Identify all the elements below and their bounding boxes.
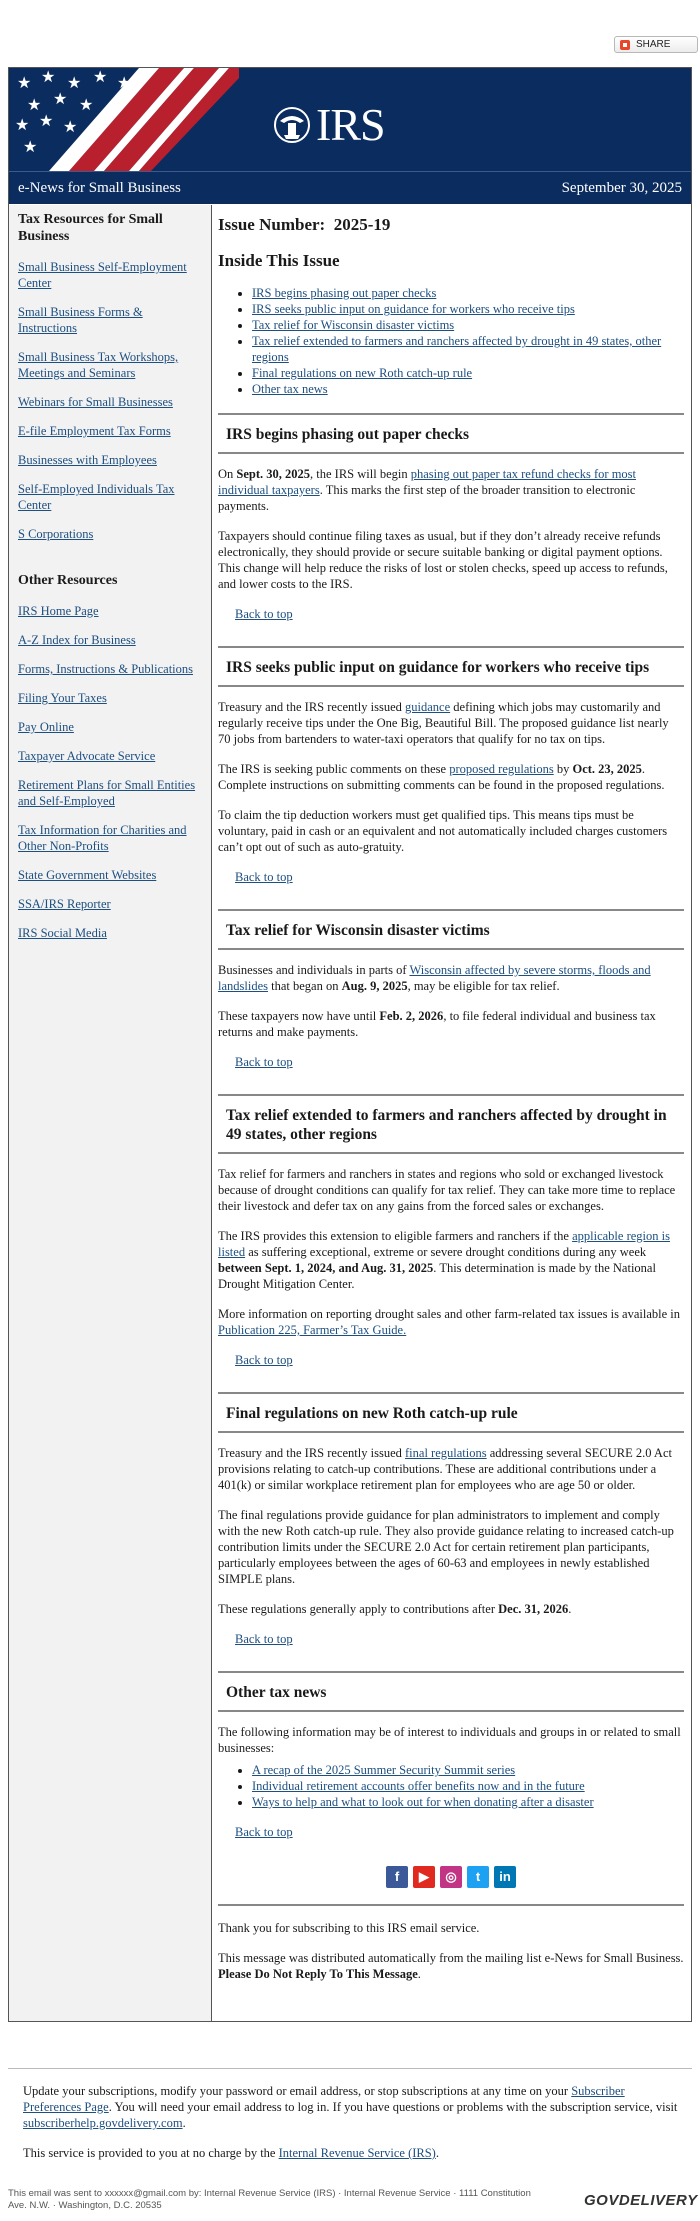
section-tips-guidance bbox=[218, 646, 684, 897]
header-banner bbox=[9, 68, 691, 171]
section-title: Tax relief for Wisconsin disaster victims bbox=[218, 921, 684, 950]
sidebar-link[interactable]: Self-Employed Individuals Tax Center bbox=[18, 482, 175, 512]
sidebar-heading-tax-resources: Tax Resources for Small Business bbox=[18, 212, 163, 244]
sidebar-link[interactable]: Small Business Self-Employment Center bbox=[18, 260, 187, 290]
toc-link[interactable]: Tax relief for Wisconsin disaster victims bbox=[252, 318, 455, 332]
paragraph: These regulations generally apply to contributions after Dec. 31, 2026. bbox=[218, 1602, 572, 1616]
section-title: IRS seeks public input on guidance for workers who receive tips bbox=[218, 658, 684, 687]
list-item bbox=[252, 365, 684, 381]
toc-link[interactable]: Other tax news bbox=[252, 382, 328, 396]
news-link[interactable]: Ways to help and what to look out for when donating after a disaster bbox=[252, 1795, 594, 1809]
news-link[interactable]: Individual retirement accounts offer benefits now and in the future bbox=[252, 1779, 585, 1793]
back-to-top-link[interactable]: Back to top bbox=[235, 1825, 293, 1839]
paragraph: The final regulations provide guidance for plan administrators to implement and comply with the new Roth catch-up rule. They also provide guidance relating to increased catch-up contribution limits under the SECURE 2.0 Act for certain retirement plan participants, particularly employees between the ages of 60-63 and employees in newly established SIMPLE plans. bbox=[218, 1508, 674, 1586]
toc-link[interactable]: Final regulations on new Roth catch-up rule bbox=[252, 366, 473, 380]
section-title: Other tax news bbox=[218, 1683, 684, 1712]
svg-text:★: ★ bbox=[27, 97, 42, 114]
sidebar-link[interactable]: A-Z Index for Business bbox=[18, 633, 136, 647]
paragraph: Tax relief for farmers and ranchers in states and regions who sold or exchanged livestock because of drought conditions can qualify for tax relief. They can take more time to replace their livestock and defer tax on any gains from the forced sales or exchanges. bbox=[218, 1167, 676, 1213]
sidebar-link[interactable]: Taxpayer Advocate Service bbox=[18, 749, 156, 763]
paragraph: The following information may be of interest to individuals and groups in or related to small businesses: bbox=[218, 1725, 681, 1755]
svg-text:★: ★ bbox=[23, 139, 38, 156]
list-item bbox=[252, 1778, 684, 1794]
toc-link[interactable]: Tax relief extended to farmers and ranchers affected by drought in 49 states, other regions bbox=[252, 334, 662, 364]
inline-link[interactable]: guidance bbox=[405, 700, 451, 714]
sidebar-link[interactable]: Webinars for Small Businesses bbox=[18, 395, 173, 409]
newsletter-frame bbox=[8, 67, 692, 2022]
inline-link[interactable]: Wisconsin affected by severe storms, floods and landslides bbox=[218, 963, 651, 993]
svg-text:★: ★ bbox=[39, 113, 54, 130]
svg-text:★: ★ bbox=[63, 119, 78, 136]
svg-text:★: ★ bbox=[117, 75, 132, 92]
sidebar-link[interactable]: E-file Employment Tax Forms bbox=[18, 424, 171, 438]
sidebar-link[interactable]: S Corporations bbox=[18, 527, 94, 541]
twitter-icon[interactable]: t bbox=[467, 1866, 489, 1888]
svg-text:★: ★ bbox=[41, 69, 56, 86]
linkedin-icon[interactable]: in bbox=[494, 1866, 516, 1888]
logo-text: IRS bbox=[316, 99, 385, 150]
subscriber-preferences-link[interactable]: Subscriber Preferences Page bbox=[23, 2084, 625, 2114]
issue-value: 2025-19 bbox=[333, 215, 391, 234]
paragraph: Treasury and the IRS recently issued final regulations addressing several SECURE 2.0 Act provisions relating to catch-up contributions. These are additional contributions under a 401(k) or similar workplace retirement plan for employees who are age 50 or older. bbox=[218, 1446, 672, 1492]
section-wisconsin-relief bbox=[218, 909, 684, 1082]
instagram-icon[interactable]: ◎ bbox=[440, 1866, 462, 1888]
section-roth-catch-up bbox=[218, 1392, 684, 1659]
issue-date: September 30, 2025 bbox=[561, 179, 682, 196]
share-label: SHARE bbox=[636, 39, 671, 50]
inline-link[interactable]: final regulations bbox=[405, 1446, 487, 1460]
header-subbar bbox=[9, 171, 691, 204]
sidebar-link[interactable]: Tax Information for Charities and Other Non-Profits bbox=[18, 823, 187, 853]
sidebar-heading-other-resources: Other Resources bbox=[18, 573, 118, 588]
svg-text:★: ★ bbox=[53, 91, 68, 108]
section-title: Final regulations on new Roth catch-up rule bbox=[218, 1404, 684, 1433]
table-of-contents bbox=[252, 285, 684, 397]
list-item bbox=[252, 285, 684, 301]
sidebar-link[interactable]: State Government Websites bbox=[18, 868, 157, 882]
svg-text:★: ★ bbox=[67, 75, 82, 92]
list-item bbox=[252, 1762, 684, 1778]
closing bbox=[218, 1904, 684, 1982]
sidebar-link[interactable]: Forms, Instructions & Publications bbox=[18, 662, 193, 676]
sidebar-link[interactable]: IRS Social Media bbox=[18, 926, 107, 940]
section-title: IRS begins phasing out paper checks bbox=[218, 425, 684, 454]
main-content bbox=[212, 205, 690, 1996]
toc-link[interactable]: IRS seeks public input on guidance for workers who receive tips bbox=[252, 302, 575, 316]
inline-link[interactable]: proposed regulations bbox=[449, 762, 554, 776]
share-button[interactable] bbox=[614, 36, 698, 53]
sidebar-link[interactable]: IRS Home Page bbox=[18, 604, 99, 618]
social-links bbox=[218, 1866, 684, 1888]
svg-text:★: ★ bbox=[79, 97, 94, 114]
footer-paragraph: This service is provided to you at no charge by the Internal Revenue Service (IRS). bbox=[23, 2146, 439, 2160]
distribution-text: This message was distributed automatically from the mailing list e-News for Small Business. Please Do Not Reply To This Message. bbox=[218, 1951, 684, 1981]
paragraph: To claim the tip deduction workers must get qualified tips. This means tips must be voluntary, paid in cash or an equivalent and not automatically included charges customers can’t opt out of such as auto-gratuity. bbox=[218, 808, 668, 854]
sidebar-link[interactable]: Businesses with Employees bbox=[18, 453, 157, 467]
paragraph: The IRS provides this extension to eligible farmers and ranchers if the applicable region is listed as suffering exceptional, extreme or severe drought conditions during any week between Sept. 1, 2024, and Aug. 31, 2025. This determination is made by the National Drought Mitigation Center. bbox=[218, 1229, 670, 1291]
eagle-icon bbox=[272, 105, 312, 145]
inline-link[interactable]: applicable region is listed bbox=[218, 1229, 670, 1259]
list-item bbox=[252, 317, 684, 333]
paragraph: More information on reporting drought sales and other farm-related tax issues is available in Publication 225, Farmer’s Tax Guide. bbox=[218, 1307, 681, 1337]
inside-title: Inside This Issue bbox=[218, 251, 340, 270]
youtube-icon[interactable]: ▶ bbox=[413, 1866, 435, 1888]
list-item bbox=[252, 333, 684, 365]
back-to-top-link[interactable]: Back to top bbox=[235, 1055, 293, 1069]
section-paper-checks bbox=[218, 413, 684, 634]
svg-text:★: ★ bbox=[93, 69, 108, 86]
subscriber-help-link[interactable]: subscriberhelp.govdelivery.com bbox=[23, 2116, 183, 2130]
list-item bbox=[252, 381, 684, 397]
footer bbox=[23, 2083, 678, 2175]
issue-number bbox=[218, 217, 684, 233]
sidebar-link[interactable]: Small Business Tax Workshops, Meetings and Seminars bbox=[18, 350, 179, 380]
svg-text:★: ★ bbox=[17, 75, 32, 92]
footer-divider bbox=[8, 2068, 692, 2069]
irs-link[interactable]: Internal Revenue Service (IRS) bbox=[278, 2146, 436, 2160]
sidebar-link[interactable]: Pay Online bbox=[18, 720, 74, 734]
flag-graphic bbox=[9, 68, 239, 171]
section-drought-relief bbox=[218, 1094, 684, 1380]
issue-label: Issue Number: bbox=[218, 215, 326, 234]
svg-text:★: ★ bbox=[15, 117, 30, 134]
govdelivery-logo[interactable]: GOVDELIVERY bbox=[584, 2192, 698, 2209]
list-item bbox=[252, 301, 684, 317]
paragraph: Treasury and the IRS recently issued guidance defining which jobs may customarily and regularly receive tips under the One Big, Beautiful Bill. The proposed guidance list nearly 70 jobs from bartenders to water-taxi operators that qualify for no tax on tips. bbox=[218, 700, 669, 746]
paragraph: Taxpayers should continue filing taxes as usual, but if they don’t already receive refunds electronically, they should provide or secure suitable banking or digital payment options. This change will help reduce the risks of lost or stolen checks, speed up access to refunds, and lower costs to the IRS. bbox=[218, 529, 668, 591]
back-to-top-link[interactable]: Back to top bbox=[235, 1353, 293, 1367]
section-title: Tax relief extended to farmers and ranchers affected by drought in 49 states, other regions bbox=[218, 1106, 684, 1154]
sidebar-link[interactable]: Small Business Forms & Instructions bbox=[18, 305, 143, 335]
section-other-tax-news bbox=[218, 1671, 684, 1852]
paragraph: Businesses and individuals in parts of Wisconsin affected by severe storms, floods and landslides that began on Aug. 9, 2025, may be eligible for tax relief. bbox=[218, 963, 651, 993]
sidebar-link[interactable]: SSA/IRS Reporter bbox=[18, 897, 111, 911]
sidebar-link[interactable]: Retirement Plans for Small Entities and Self-Employed bbox=[18, 778, 196, 808]
toc-link[interactable]: IRS begins phasing out paper checks bbox=[252, 286, 437, 300]
newsletter-name: e-News for Small Business bbox=[18, 179, 181, 196]
footer-paragraph: Update your subscriptions, modify your password or email address, or stop subscriptions at any time on your Subscriber Preferences Page. You will need your email address to log in. If you have questions or problems with the subscription service, visit subscriberhelp.govdelivery.com. bbox=[23, 2084, 678, 2130]
news-list bbox=[252, 1762, 684, 1810]
share-icon bbox=[620, 40, 630, 50]
inline-link[interactable]: Publication 225, Farmer’s Tax Guide. bbox=[218, 1323, 407, 1337]
list-item bbox=[252, 1794, 684, 1810]
news-link[interactable]: A recap of the 2025 Summer Security Summit series bbox=[252, 1763, 516, 1777]
paragraph: These taxpayers now have until Feb. 2, 2026, to file federal individual and business tax returns and make payments. bbox=[218, 1009, 656, 1039]
paragraph: On Sept. 30, 2025, the IRS will begin phasing out paper tax refund checks for most individual taxpayers. This marks the first step of the broader transition to electronic payments. bbox=[218, 467, 637, 513]
thanks-text: Thank you for subscribing to this IRS email service. bbox=[218, 1921, 480, 1935]
sidebar bbox=[9, 205, 212, 2021]
back-to-top-link[interactable]: Back to top bbox=[235, 1632, 293, 1646]
irs-logo bbox=[272, 98, 385, 151]
sidebar-link[interactable]: Filing Your Taxes bbox=[18, 691, 107, 705]
facebook-icon[interactable]: f bbox=[386, 1866, 408, 1888]
inline-link[interactable]: phasing out paper tax refund checks for most individual taxpayers bbox=[218, 467, 637, 497]
back-to-top-link[interactable]: Back to top bbox=[235, 870, 293, 884]
paragraph: The IRS is seeking public comments on these proposed regulations by Oct. 23, 2025. Complete instructions on submitting comments can be found in the proposed regulations. bbox=[218, 762, 665, 792]
fine-print: This email was sent to xxxxxx@gmail.com by: Internal Revenue Service (IRS) · Internal Revenue Service · 1111 Constitution Ave. N.W. · Washington, D.C. 20535 bbox=[8, 2188, 531, 2211]
back-to-top-link[interactable]: Back to top bbox=[235, 607, 293, 621]
